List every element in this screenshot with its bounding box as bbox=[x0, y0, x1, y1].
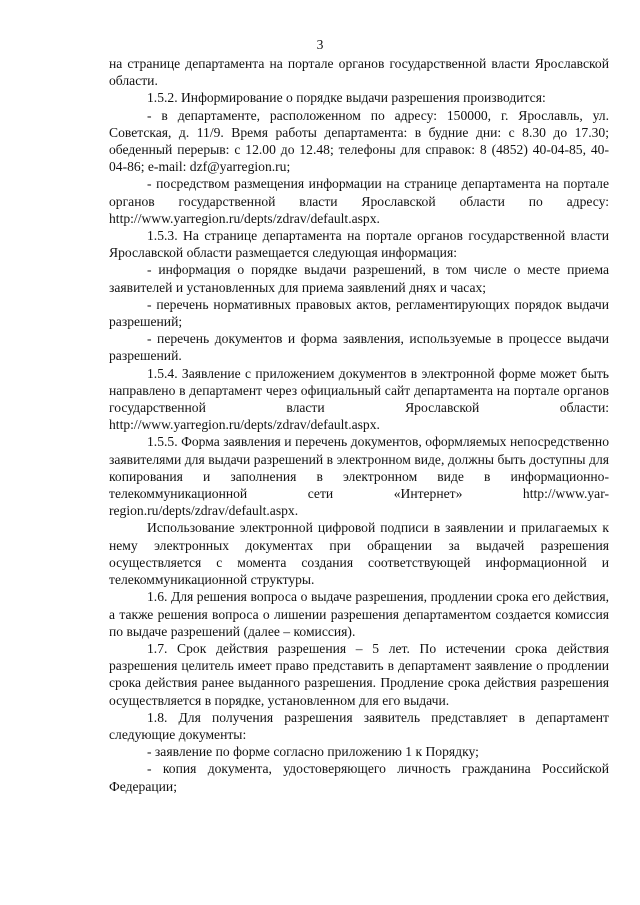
paragraph-1-5-5: 1.5.5. Форма заявления и перечень документов, оформляемых непосредственно заявителями для выдачи разрешений в электронном виде, должны быть доступны для копирования и заполнения в электронном виде в информационно-телекоммуникационной сети «Интернет» http://www.yar-region.ru/depts/zdrav/default.aspx. bbox=[109, 434, 609, 519]
paragraph-1-8: 1.8. Для получения разрешения заявитель представляет в департамент следующие документы: bbox=[109, 709, 609, 742]
paragraph-address: - в департаменте, расположенном по адресу: 150000, г. Ярославль, ул. Советская, д. 11/9. Время работы департамента: в будние дни: с 8.30 до 17.30; обеденный перерыв: с 12.00 до 12.48; телефоны для справок: 8 (4852) 40-04-85, 40-04-86; e-mail: dzf@yarregion.ru; bbox=[109, 107, 609, 175]
paragraph-list-item: - копия документа, удостоверяющего личность гражданина Российской Федерации; bbox=[109, 761, 609, 794]
paragraph-list-item: - перечень документов и форма заявления, используемые в процессе выдачи разрешений. bbox=[109, 331, 609, 364]
paragraph-1-5-3: 1.5.3. На странице департамента на портале органов государственной власти Ярославской области размещается следующая информация: bbox=[109, 228, 609, 261]
paragraph-1-5-2: 1.5.2. Информирование о порядке выдачи разрешения производится: bbox=[147, 90, 546, 106]
paragraph-list-item: - информация о порядке выдачи разрешений, в том числе о месте приема заявителей и установленных для приема заявлений днях и часах; bbox=[109, 262, 609, 295]
paragraph-continuation: на странице департамента на портале органов государственной власти Ярославской области. bbox=[109, 56, 609, 89]
paragraph-web-info: - посредством размещения информации на странице департамента на портале органов государственной власти Ярославской области по адресу: http://www.yarregion.ru/depts/zdrav/default.aspx. bbox=[109, 176, 609, 226]
page-number: 3 bbox=[316, 37, 324, 52]
paragraph-list-item: - заявление по форме согласно приложению 1 к Порядку; bbox=[147, 744, 479, 760]
document-body bbox=[109, 55, 609, 795]
paragraph-1-6: 1.6. Для решения вопроса о выдаче разрешения, продлении срока его действия, а также решения вопроса о лишении разрешения департаментом создается комиссия по выдаче разрешений (далее – комиссия). bbox=[109, 589, 609, 639]
paragraph-list-item: - перечень нормативных правовых актов, регламентирующих порядок выдачи разрешений; bbox=[109, 296, 609, 330]
paragraph-1-5-4: 1.5.4. Заявление с приложением документов в электронной форме может быть направлено в департамент через официальный сайт департамента на портале органов государственной власти Ярославской области: http://www.yarregion.ru/depts/zdrav/default.aspx. bbox=[109, 365, 609, 433]
paragraph-1-7: 1.7. Срок действия разрешения – 5 лет. По истечении срока действия разрешения целитель имеет право представить в департамент заявление о продлении срока действия ранее выданного разрешения. Продление срока действия разрешения осуществляется в порядке, установленном для его выдачи. bbox=[109, 640, 609, 708]
paragraph-digital-signature: Использование электронной цифровой подписи в заявлении и прилагаемых к нему электронных документах при обращении за выдачей разрешения осуществляется с момента создания соответствующей информационной и телекоммуникационной структуры. bbox=[109, 520, 609, 588]
